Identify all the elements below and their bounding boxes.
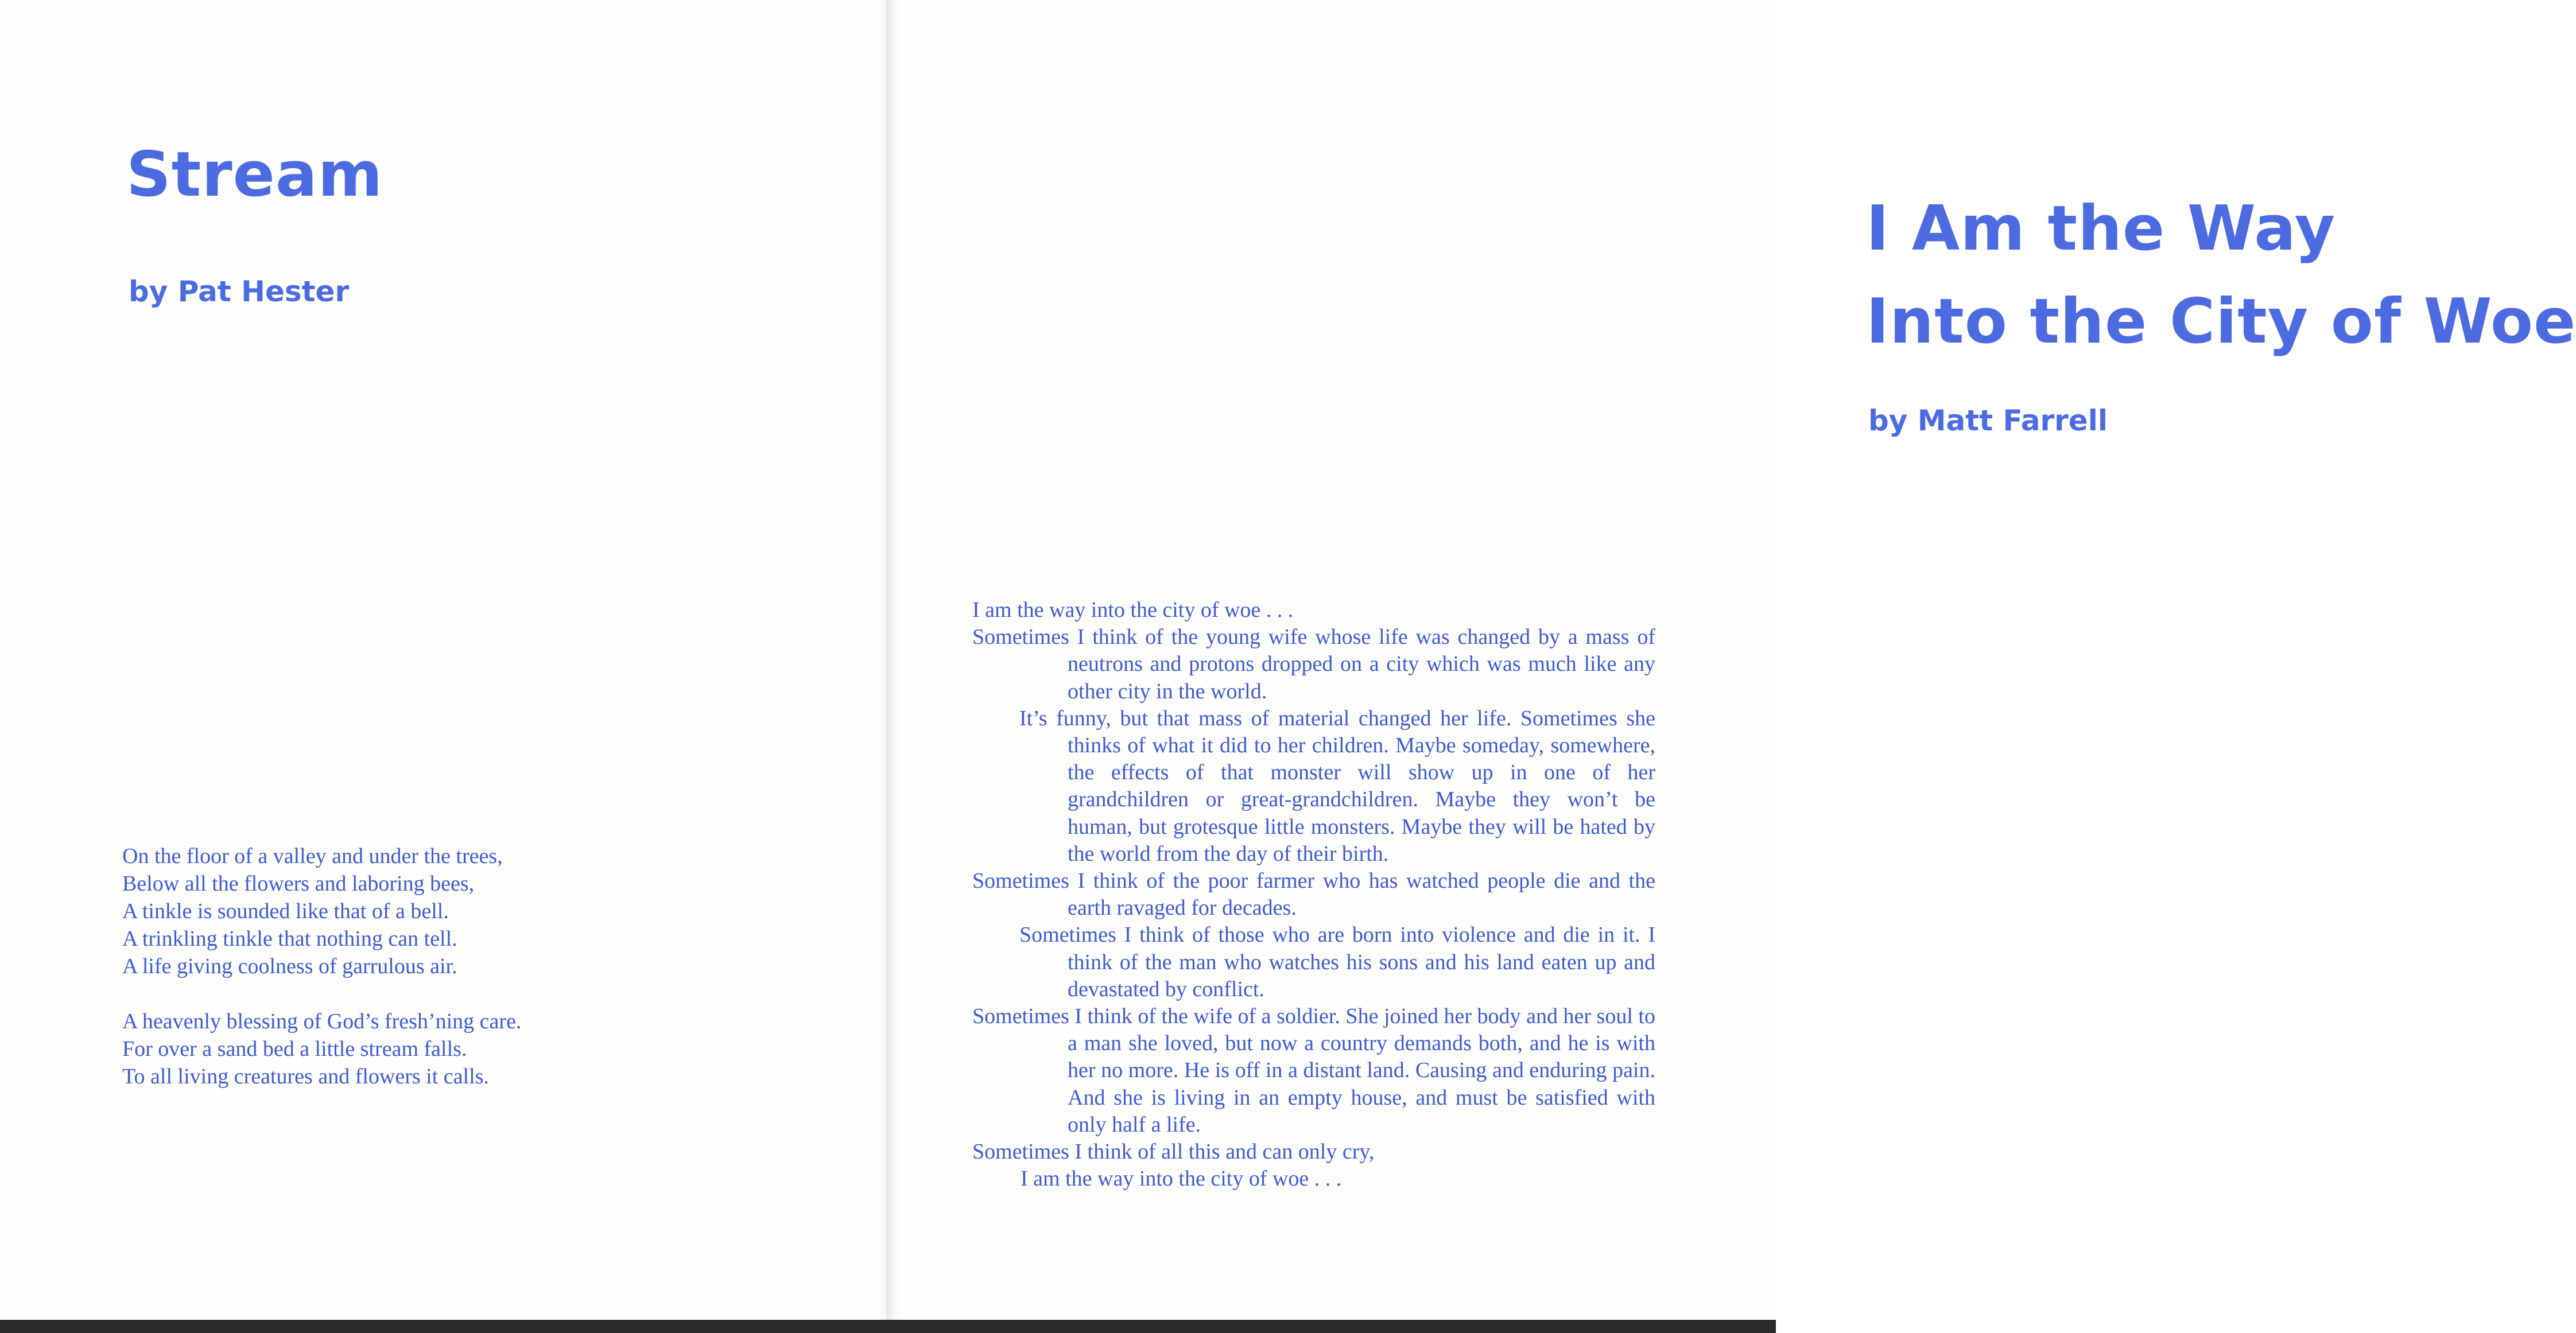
- verse-line: Below all the flowers and laboring bees,: [122, 872, 475, 896]
- verse-line: A heavenly blessing of God’s fresh’ning care.: [122, 1009, 522, 1033]
- paragraph: Sometimes I think of those who are born into violence and die in it. I think of the man who watches his sons and his land eaten up and devastated by conflict.: [1019, 923, 1655, 1001]
- paragraph: I am the way into the city of woe . . .: [1021, 1167, 1342, 1191]
- scan-bottom-edge: [0, 1320, 1776, 1333]
- verse-line: A tinkle is sounded like that of a bell.: [122, 899, 449, 923]
- verse-line: For over a sand bed a little stream falls.: [122, 1037, 467, 1061]
- byline-matt-farrell: by Matt Farrell: [1868, 404, 2108, 437]
- verse-line: On the floor of a valley and under the trees,: [122, 844, 503, 868]
- byline-pat-hester: by Pat Hester: [129, 275, 350, 308]
- paragraph: Sometimes I think of the wife of a soldier. She joined her body and her soul to a man she loved, but now a country demands both, and he is with her no more. He is off in a distant land. Causing and enduring pain. And she is living in an empty house, and must be satisfied with only half a life.: [972, 1004, 1655, 1137]
- paragraph: Sometimes I think of all this and can only cry,: [972, 1140, 1375, 1164]
- poem-stream-body: [122, 842, 639, 1090]
- left-page: [0, 0, 888, 1320]
- paragraph: Sometimes I think of the poor farmer who has watched people die and the earth ravaged for decades.: [972, 869, 1655, 920]
- poem-title-stream: Stream: [126, 139, 383, 211]
- verse-line: To all living creatures and flowers it calls.: [122, 1064, 489, 1089]
- title-line-1: I Am the Way: [1866, 193, 2336, 265]
- verse-line: A life giving coolness of garrulous air.: [122, 954, 457, 978]
- paragraph: It’s funny, but that mass of material changed her life. Sometimes she thinks of what it did to her children. Maybe someday, somewhere, the effects of that monster will show up in one of her grandchildren or great-grandchildren. Maybe they won’t be human, but grotesque little monsters. Maybe they will be hated by the world from the day of their birth.: [1019, 706, 1655, 866]
- paragraph: Sometimes I think of the young wife whose life was changed by a mass of neutrons and protons dropped on a city which was much like any other city in the world.: [972, 625, 1655, 704]
- verse-line: A trinkling tinkle that nothing can tell.: [122, 927, 457, 951]
- piece-title-city-of-woe: [1866, 182, 2576, 368]
- book-gutter-shadow: [878, 0, 901, 1320]
- title-line-2: Into the City of Woe: [1866, 286, 2576, 357]
- paragraph: I am the way into the city of woe . . .: [972, 598, 1294, 622]
- stanza-break: [122, 980, 639, 1008]
- piece-city-of-woe-body: [972, 597, 1655, 1192]
